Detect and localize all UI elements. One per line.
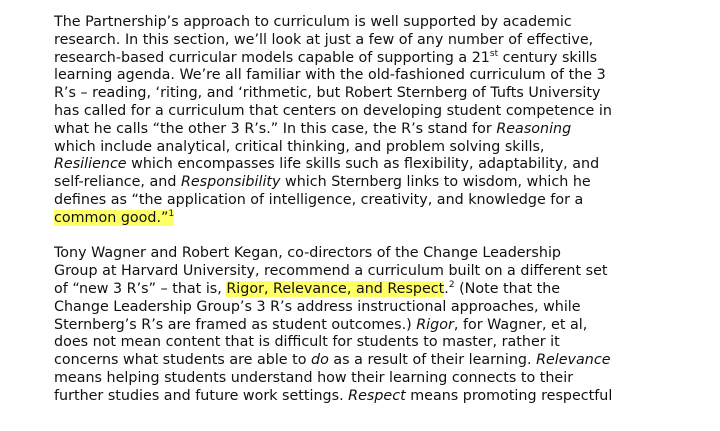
text-line: which include analytical, critical thinking, and problem solving skills, <box>54 138 545 155</box>
text-span: means promoting respectful <box>405 387 613 404</box>
text-line <box>54 317 654 335</box>
text-line <box>54 174 654 192</box>
text-line <box>54 156 654 174</box>
text-span: Sternberg’s R’s are framed as student outcomes.) <box>54 316 417 333</box>
text-span: , for Wagner, et al, <box>453 316 588 333</box>
text-span: self-reliance, and <box>54 174 181 191</box>
text-line: Change Leadership Group’s 3 R’s address instructional approaches, while <box>54 298 581 315</box>
text-span: of “new 3 R’s” – that is, <box>54 280 227 297</box>
footnote-marker: 2 <box>448 280 455 291</box>
italic-term: Relevance <box>536 352 611 369</box>
text-span: . <box>444 280 449 297</box>
highlighted-text <box>54 210 174 226</box>
text-line: Tony Wagner and Robert Kegan, co-directors of the Change Leadership <box>54 245 561 262</box>
text-line <box>54 281 654 299</box>
paragraph-partnership <box>54 14 654 228</box>
text-span: which Sternberg links to wisdom, which he <box>280 174 591 191</box>
text-span: century skills <box>498 49 598 66</box>
italic-term: Resilience <box>54 156 127 173</box>
paragraph-wagner-kegan <box>54 245 654 405</box>
text-span: concerns what students are able to <box>54 352 312 369</box>
text-line: has called for a curriculum that centers on developing student competence in <box>54 102 612 119</box>
superscript: st <box>489 48 499 59</box>
text-line <box>54 352 654 370</box>
text-line: R’s – reading, ‘riting, and ‘rithmetic, but Robert Sternberg of Tufts University <box>54 85 601 102</box>
text-span: what he calls “the other 3 R’s.” In this case, the R’s stand for <box>54 120 497 137</box>
paragraph-gap <box>54 228 654 246</box>
italic-term: Rigor <box>416 316 454 333</box>
document-body <box>54 14 654 406</box>
text-line <box>54 50 654 68</box>
text-span: common good.” <box>54 209 169 226</box>
footnote-marker: 1 <box>168 209 175 219</box>
text-line: does not mean content that is difficult for students to master, rather it <box>54 334 560 351</box>
text-line: Group at Harvard University, recommend a curriculum built on a different set <box>54 263 608 280</box>
italic-term: do <box>311 352 329 369</box>
text-span: research-based curricular models capable of supporting a 21 <box>54 49 490 66</box>
text-line: The Partnership’s approach to curriculum is well supported by academic <box>54 14 572 30</box>
text-line: means helping students understand how their learning connects to their <box>54 369 574 386</box>
text-line <box>54 121 654 139</box>
highlighted-text: Rigor, Relevance, and Respect <box>226 280 445 297</box>
italic-term: Responsibility <box>180 174 281 191</box>
text-span: (Note that the <box>454 280 561 297</box>
text-span: as a result of their learning. <box>328 352 537 369</box>
italic-term: Reasoning <box>496 120 572 137</box>
text-line: research. In this section, we’ll look at just a few of any number of effective, <box>54 31 594 48</box>
text-line: defines as “the application of intelligence, creativity, and knowledge for a <box>54 191 584 208</box>
text-line: learning agenda. We’re all familiar with the old-fashioned curriculum of the 3 <box>54 67 606 84</box>
text-line <box>54 388 654 406</box>
text-span: further studies and future work settings. <box>54 387 349 404</box>
text-span: which encompasses life skills such as flexibility, adaptability, and <box>126 156 600 173</box>
text-line <box>54 210 654 228</box>
italic-term: Respect <box>348 387 406 404</box>
